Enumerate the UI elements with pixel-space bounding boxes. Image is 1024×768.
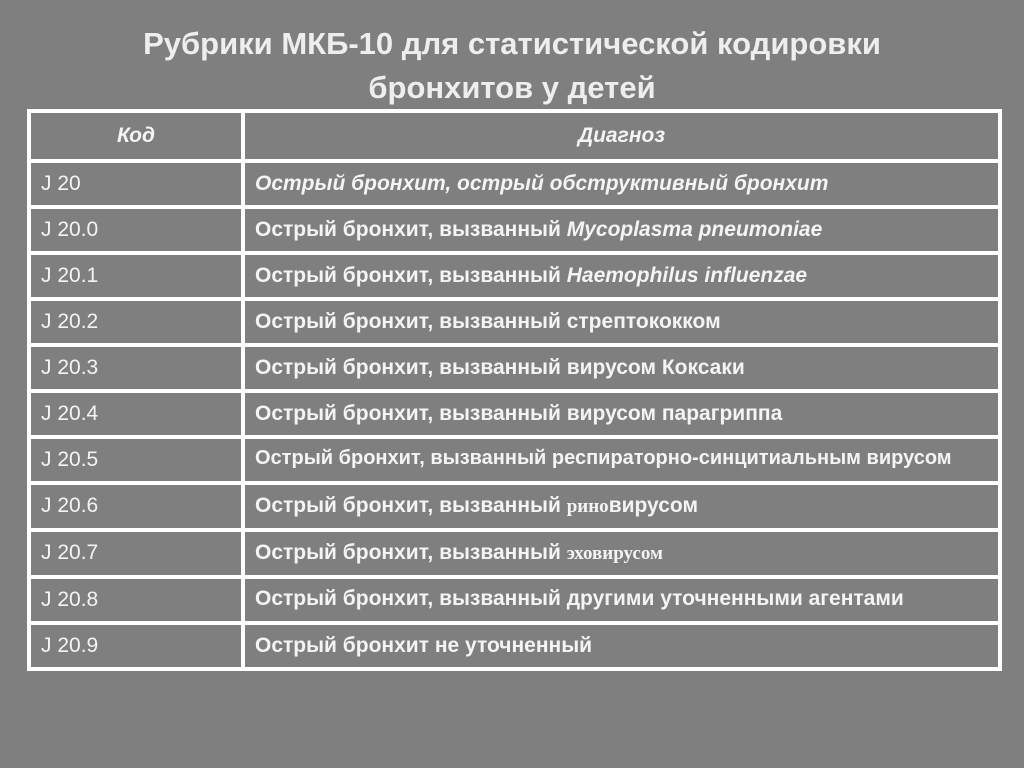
row-code: J 20.5 (29, 437, 243, 483)
table-row (29, 391, 1000, 437)
table-row (29, 623, 1000, 669)
row-code: J 20.7 (29, 530, 243, 577)
table-row (29, 161, 1000, 207)
table-row (29, 253, 1000, 299)
pathogen-name: Haemophilus influenzae (566, 264, 808, 287)
row-diagnosis: Острый бронхит, вызванный вирусом парагриппа (243, 391, 1000, 437)
diagnosis-text-serif: рино (566, 496, 609, 517)
row-code: J 20.3 (29, 345, 243, 391)
column-header-diagnosis: Диагноз (243, 111, 1000, 161)
row-code: J 20.9 (29, 623, 243, 669)
row-diagnosis: Острый бронхит, вызванный респираторно-синцитиальным вирусом (243, 437, 1000, 483)
page-title (0, 22, 1024, 110)
diagnosis-text-suffix: вирусом (608, 494, 698, 517)
table-header-row (29, 111, 1000, 161)
row-diagnosis (243, 483, 1000, 530)
row-diagnosis: Острый бронхит, вызванный вирусом Коксаки (243, 345, 1000, 391)
diagnosis-text: Острый бронхит, вызванный (255, 264, 567, 287)
row-diagnosis (243, 253, 1000, 299)
row-diagnosis: Острый бронхит не уточненный (243, 623, 1000, 669)
row-diagnosis: Острый бронхит, вызванный стрептококком (243, 299, 1000, 345)
row-diagnosis (243, 207, 1000, 253)
table-row (29, 207, 1000, 253)
table-row (29, 299, 1000, 345)
diagnosis-text: Острый бронхит, вызванный (255, 218, 567, 241)
table-row (29, 577, 1000, 623)
icd-table (27, 109, 1002, 671)
row-diagnosis (243, 530, 1000, 577)
row-code: J 20.1 (29, 253, 243, 299)
row-code: J 20.6 (29, 483, 243, 530)
table-row (29, 530, 1000, 577)
pathogen-name: Mycoplasma pneumoniae (566, 218, 823, 241)
column-header-code: Код (29, 111, 243, 161)
diagnosis-text: Острый бронхит, вызванный (255, 541, 567, 564)
row-code: J 20.8 (29, 577, 243, 623)
title-line-2: бронхитов у детей (368, 70, 656, 105)
row-code: J 20.4 (29, 391, 243, 437)
row-code: J 20.0 (29, 207, 243, 253)
row-diagnosis: Острый бронхит, острый обструктивный бронхит (243, 161, 1000, 207)
row-diagnosis: Острый бронхит, вызванный другими уточненными агентами (243, 577, 1000, 623)
table-row (29, 437, 1000, 483)
diagnosis-text: Острый бронхит, вызванный (255, 494, 567, 517)
title-line-1: Рубрики МКБ-10 для статистической кодировки (143, 26, 881, 61)
diagnosis-text-serif: эховирусом (566, 543, 663, 564)
table-row (29, 345, 1000, 391)
row-code: J 20 (29, 161, 243, 207)
table-row (29, 483, 1000, 530)
row-code: J 20.2 (29, 299, 243, 345)
